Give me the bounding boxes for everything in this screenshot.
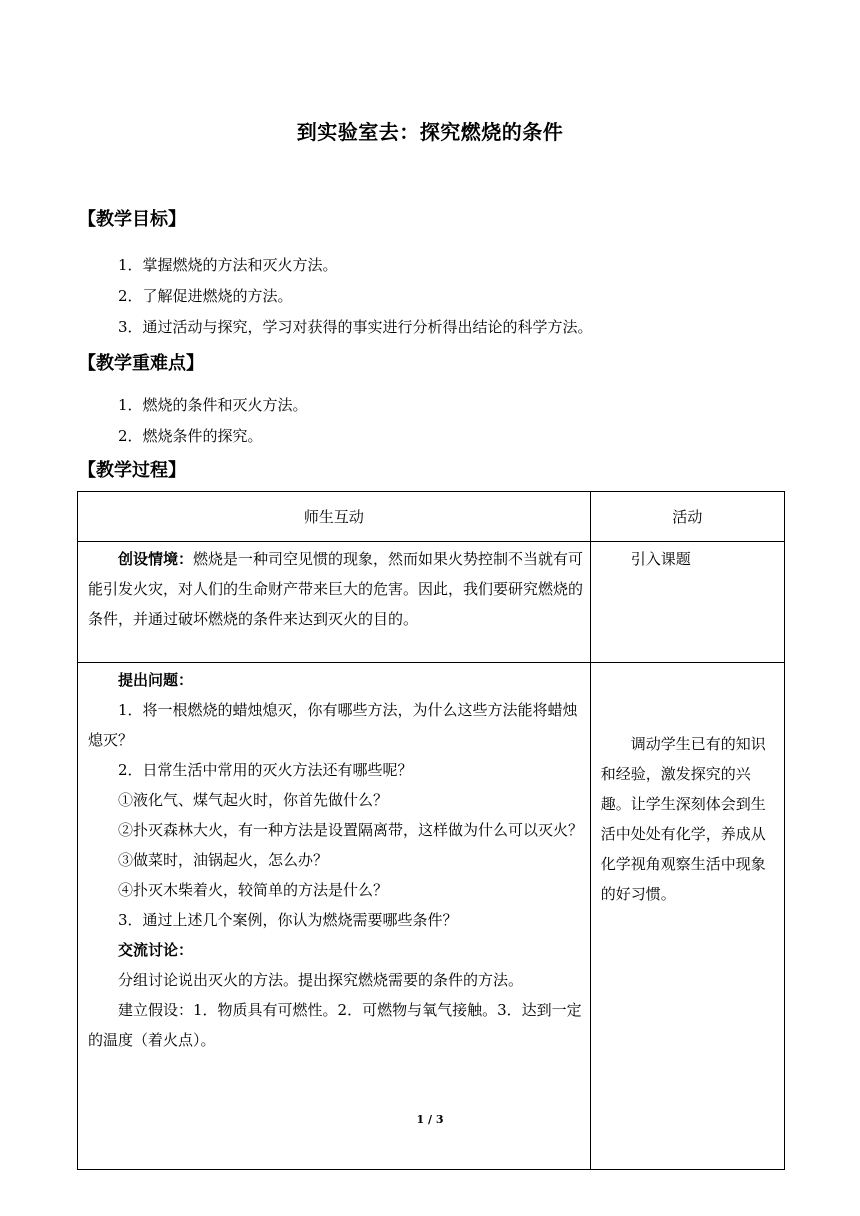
sub-question-1: ①液化气、煤气起火时，你首先做什么？: [118, 791, 389, 809]
scenario-paragraph: [88, 544, 584, 634]
key-point-item-2: 2．燃烧条件的探究。: [118, 427, 263, 445]
table-row: [78, 542, 785, 663]
questions-activity-cell: [590, 663, 784, 1170]
questions-cell: [78, 663, 591, 1170]
question-3: 3．通过上述几个案例，你认为燃烧需要哪些条件？: [118, 911, 458, 929]
scenario-activity-text: 引入课题: [630, 550, 691, 568]
hypothesis-text: 建立假设：1．物质具有可燃性。2．可燃物与氧气接触。3．达到一定的温度（着火点）。: [88, 1001, 582, 1049]
scenario-activity-cell: [590, 542, 784, 663]
column-header-activity: 活动: [590, 492, 784, 542]
objectives-heading: 【教学目标】: [78, 209, 186, 230]
sub-question-4: ④扑灭木柴着火，较简单的方法是什么？: [118, 881, 389, 899]
discuss-label: 交流讨论：: [118, 941, 194, 959]
table-header-row: [78, 492, 785, 542]
ask-label: 提出问题：: [118, 671, 194, 689]
key-point-item-1: 1．燃烧的条件和灭火方法。: [118, 396, 308, 414]
process-table: [77, 491, 785, 1170]
question-1: 1．将一根燃烧的蜡烛熄灭，你有哪些方法，为什么这些方法能将蜡烛熄灭？: [88, 701, 578, 749]
questions-activity-text: 调动学生已有的知识和经验，激发探究的兴趣。让学生深刻体会到生活中处处有化学，养成从化学视角观察生活中现象的好习惯。: [600, 735, 766, 903]
scenario-text: 燃烧是一种司空见惯的现象，然而如果火势控制不当就有可能引发火灾，对人们的生命财产带来巨大的危害。因此，我们要研究燃烧的条件，并通过破坏燃烧的条件来达到灭火的目的。: [88, 550, 584, 628]
objective-item-3: 3．通过活动与探究，学习对获得的事实进行分析得出结论的科学方法。: [118, 318, 593, 336]
page-number: 1 / 3: [416, 1113, 444, 1126]
key-points-heading: 【教学重难点】: [78, 353, 204, 374]
objective-item-2: 2．了解促进燃烧的方法。: [118, 287, 293, 305]
table-row: [78, 663, 785, 1170]
question-2: 2．日常生活中常用的灭火方法还有哪些呢？: [118, 761, 413, 779]
column-header-interaction: 师生互动: [78, 492, 591, 542]
scenario-cell: [78, 542, 591, 663]
page-title: 到实验室去：探究燃烧的条件: [296, 120, 564, 144]
discuss-text: 分组讨论说出灭火的方法。提出探究燃烧需要的条件的方法。: [118, 971, 524, 989]
sub-question-2: ②扑灭森林大火，有一种方法是设置隔离带，这样做为什么可以灭火？: [118, 821, 584, 839]
objective-item-1: 1．掌握燃烧的方法和灭火方法。: [118, 256, 338, 274]
process-heading: 【教学过程】: [78, 460, 186, 481]
sub-question-3: ③做菜时，油锅起火，怎么办？: [118, 851, 329, 869]
scenario-label: 创设情境：: [118, 550, 194, 568]
